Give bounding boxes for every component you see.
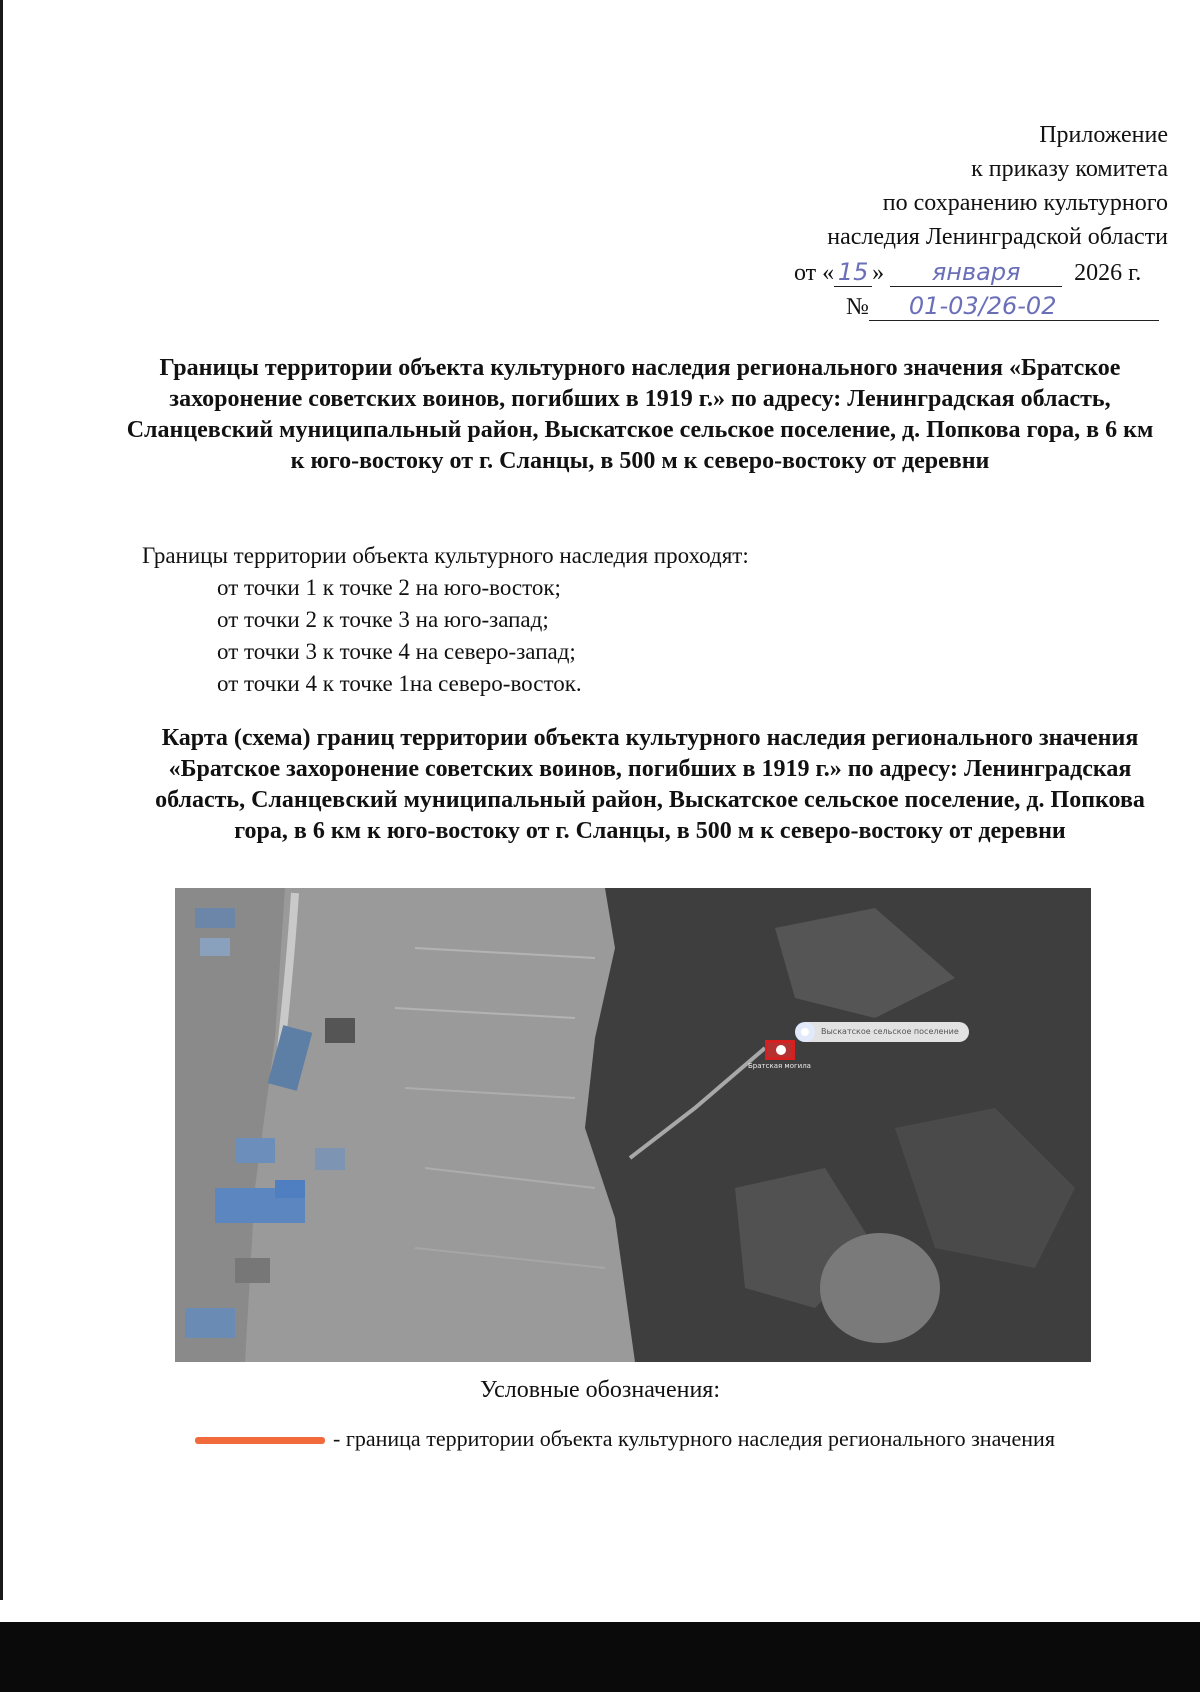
appendix-line: к приказу комитета: [971, 156, 1168, 182]
order-year: 2026 г.: [1074, 260, 1142, 286]
borders-item: от точки 3 к точке 4 на северо-запад;: [217, 639, 576, 664]
order-month: января: [890, 258, 1062, 287]
borders-item: от точки 2 к точке 3 на юго-запад;: [217, 607, 549, 632]
appendix-line: наследия Ленинградской области: [827, 224, 1168, 250]
borders-description: [142, 540, 749, 700]
borders-item: от точки 1 к точке 2 на юго-восток;: [217, 575, 561, 600]
appendix-line: по сохранению культурного: [882, 190, 1168, 216]
appendix-header: [827, 118, 1168, 254]
date-prefix: от «: [794, 260, 835, 286]
satellite-map: [175, 888, 1091, 1362]
order-date: [794, 258, 1174, 292]
legend-boundary-text: - граница территории объекта культурного наследия регионального значения: [333, 1426, 1055, 1451]
map-title: Карта (схема) границ территории объекта культурного наследия регионального значения «Братское захоронение советских воинов, погибших в 1919 г.» по адресу: Ленинградская область, Сланцевский муниципальный район, Выскатское сельское поселение, д. Попкова гора, в 6 км к юго-востоку от г. Сланцы, в 500 м к северо-востоку от деревни: [155, 725, 1145, 844]
order-number-value: 01-03/26-02: [869, 292, 1159, 321]
settlement-label: Выскатское сельское поселение: [795, 1022, 969, 1042]
date-mid: »: [872, 260, 885, 286]
scan-border: [0, 1622, 1200, 1692]
map-image: [175, 888, 1091, 1362]
borders-intro: Границы территории объекта культурного наследия проходят:: [142, 543, 749, 568]
legend-title: Условные обозначения:: [479, 1377, 721, 1403]
document-title: Границы территории объекта культурного наследия регионального значения «Братское захоронение советских воинов, погибших в 1919 г.» по адресу: Ленинградская область, Сланцевский муниципальный район, Выскатское сельское поселение, д. Попкова гора, в 6 км к юго-востоку от г. Сланцы, в 500 м к северо-востоку от деревни: [126, 355, 1154, 474]
number-label: №: [846, 294, 869, 320]
scan-edge: [0, 0, 3, 1600]
object-marker-icon: [765, 1040, 795, 1060]
appendix-line: Приложение: [1039, 122, 1168, 148]
object-label: Братская могила: [748, 1062, 811, 1070]
order-day: 15: [834, 258, 872, 287]
borders-item: от точки 4 к точке 1на северо-восток.: [217, 671, 582, 696]
legend-row: [195, 1426, 1055, 1452]
order-number: [846, 292, 1176, 326]
boundary-line-icon: [195, 1437, 325, 1444]
